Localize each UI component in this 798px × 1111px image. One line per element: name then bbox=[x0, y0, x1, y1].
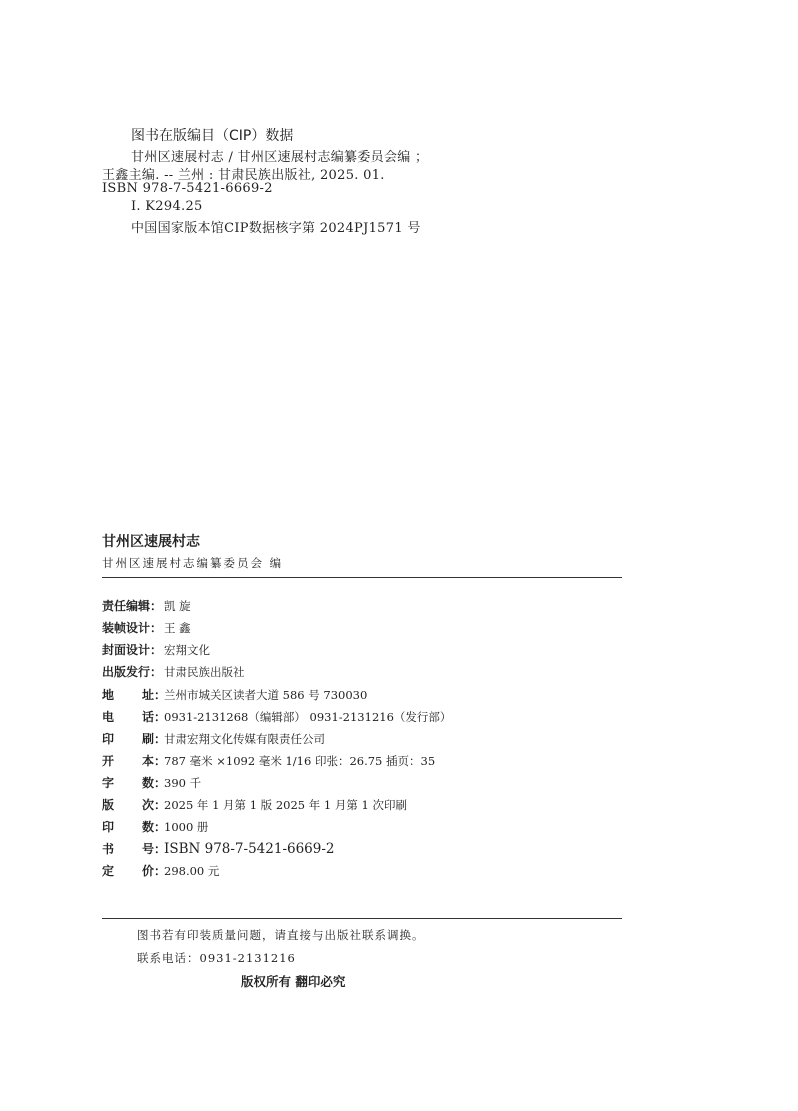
info-row-print-run bbox=[102, 818, 208, 838]
info-label: 书号： bbox=[102, 842, 167, 856]
info-row-cover-design bbox=[102, 641, 210, 661]
info-label: 封面设计： bbox=[102, 643, 163, 657]
info-label: 装帧设计： bbox=[102, 621, 163, 635]
info-row-binding-design bbox=[102, 619, 191, 639]
info-value: 甘肃民族出版社 bbox=[164, 665, 245, 679]
info-value: 298.00 元 bbox=[164, 864, 220, 878]
cip-line-5: 中国国家版本馆CIP数据核字第 2024PJ1571 号 bbox=[131, 221, 421, 236]
divider-top bbox=[102, 577, 622, 578]
info-value: 1000 册 bbox=[164, 820, 209, 834]
contact-phone: 联系电话：0931-2131216 bbox=[137, 951, 296, 965]
quality-notice: 图书若有印装质量问题，请直接与出版社联系调换。 bbox=[137, 928, 425, 942]
info-label: 开本： bbox=[102, 754, 167, 768]
info-row-format bbox=[102, 752, 435, 772]
info-row-editor bbox=[102, 597, 191, 617]
divider-bottom bbox=[102, 918, 622, 919]
info-label: 地址： bbox=[102, 688, 167, 702]
book-author: 甘州区速展村志编纂委员会 编 bbox=[102, 556, 284, 570]
info-row-publisher bbox=[102, 663, 245, 683]
info-label: 电话： bbox=[102, 710, 167, 724]
info-row-edition bbox=[102, 796, 407, 816]
info-label: 字数： bbox=[102, 776, 167, 790]
copyright-notice: 版权所有 翻印必究 bbox=[241, 974, 346, 989]
book-title: 甘州区速展村志 bbox=[102, 534, 200, 550]
info-value: 王 鑫 bbox=[164, 621, 191, 635]
info-value: 宏翔文化 bbox=[164, 643, 210, 657]
info-value: 凯 旋 bbox=[164, 599, 191, 613]
info-value: 787 毫米 ×1092 毫米 1/16 印张：26.75 插页：35 bbox=[164, 754, 436, 768]
info-row-isbn bbox=[102, 840, 335, 860]
info-value: ISBN 978-7-5421-6669-2 bbox=[164, 841, 335, 857]
cip-line-4: Ⅰ. K294.25 bbox=[131, 199, 203, 214]
cip-title: 图书在版编目（CIP）数据 bbox=[131, 128, 294, 144]
info-label: 责任编辑： bbox=[102, 599, 163, 613]
info-value: 2025 年 1 月第 1 版 2025 年 1 月第 1 次印刷 bbox=[164, 798, 408, 812]
info-value: 390 千 bbox=[164, 776, 202, 790]
info-label: 定价： bbox=[102, 864, 167, 878]
info-value: 兰州市城关区读者大道 586 号 730030 bbox=[164, 688, 368, 702]
info-row-phone bbox=[102, 708, 451, 728]
info-label: 出版发行： bbox=[102, 665, 163, 679]
cip-line-3: ISBN 978-7-5421-6669-2 bbox=[102, 181, 273, 196]
info-label: 印刷： bbox=[102, 732, 167, 746]
info-row-address bbox=[102, 686, 367, 706]
info-row-word-count bbox=[102, 774, 201, 794]
cip-line-2: 王鑫主编. -- 兰州 : 甘肃民族出版社, 2025. 01. bbox=[102, 168, 385, 183]
info-label: 版次： bbox=[102, 798, 167, 812]
info-value: 甘肃宏翔文化传媒有限责任公司 bbox=[164, 732, 325, 746]
info-value: 0931-2131268（编辑部） 0931-2131216（发行部） bbox=[164, 710, 452, 724]
info-row-price bbox=[102, 862, 219, 882]
cip-line-1: 甘州区速展村志 / 甘州区速展村志编纂委员会编 ； bbox=[131, 150, 429, 165]
info-label: 印数： bbox=[102, 820, 167, 834]
info-row-printer bbox=[102, 730, 325, 750]
